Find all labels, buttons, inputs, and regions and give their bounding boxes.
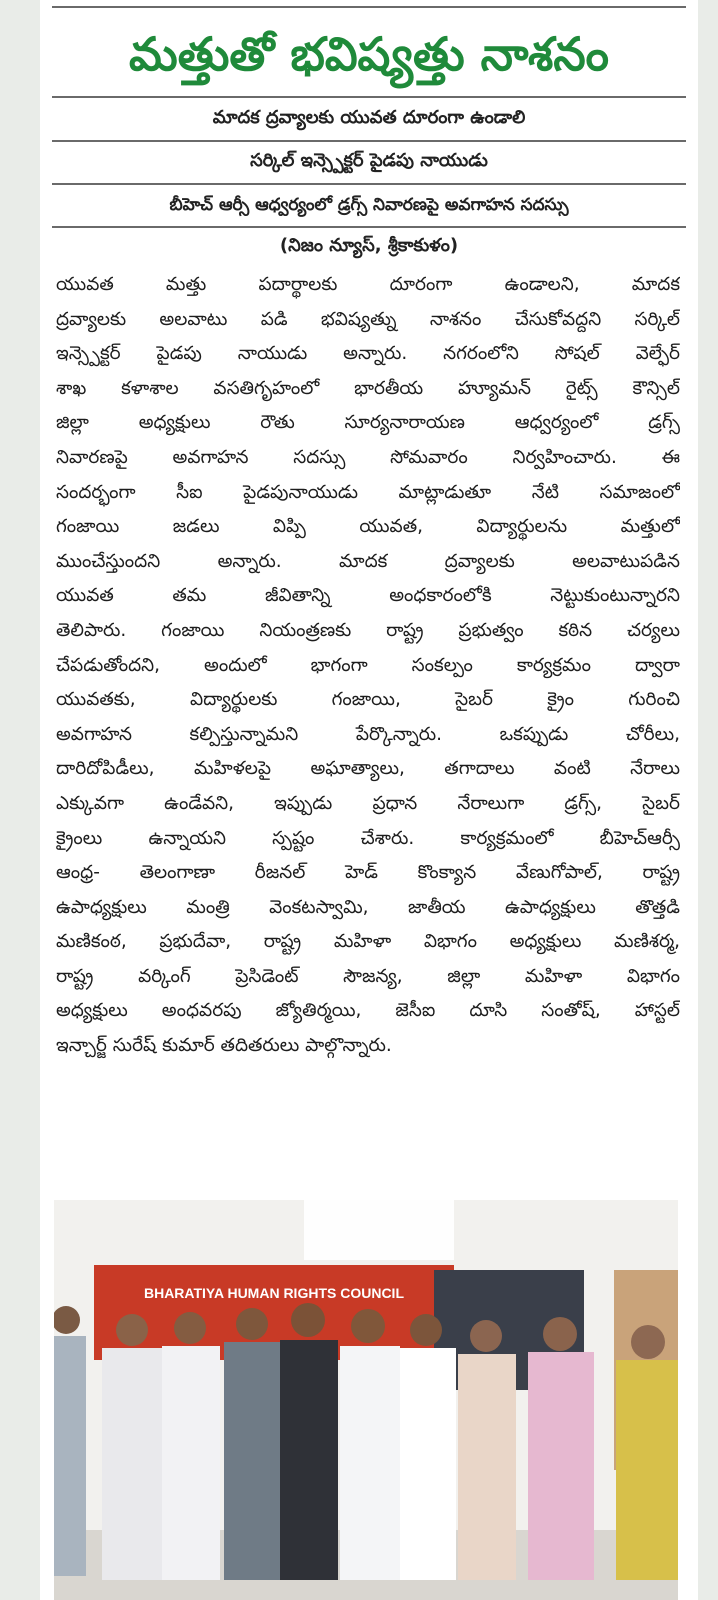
article-line: తెలిపారు. గంజాయి నియంత్రణకు రాష్ట్ర ప్రభుత్వం కఠిన చర్యలు bbox=[56, 619, 680, 641]
person bbox=[400, 1314, 456, 1580]
article-line: రాష్ట్ర వర్కింగ్ ప్రెసిడెంట్ సౌజన్య, జిల్లా మహిళా విభాగం bbox=[56, 965, 680, 987]
article-line: ద్రవ్యాలకు అలవాటు పడి భవిష్యత్ను నాశనం చేసుకోవద్దని సర్కిల్ bbox=[56, 308, 680, 330]
article-line: ఎక్కువగా ఉండేవని, ఇప్పుడు ప్రధాన నేరాలుగా డ్రగ్స్, సైబర్ bbox=[56, 792, 680, 814]
event-photo bbox=[54, 1200, 678, 1600]
article-line: ఇన్చార్జ్ సురేష్ కుమార్ తదితరులు పాల్గొన్నారు. bbox=[56, 1035, 392, 1057]
person bbox=[280, 1303, 338, 1580]
photo-window-light bbox=[304, 1200, 454, 1260]
article-line: చేపడుతోందని, అందులో భాగంగా సంకల్పం కార్యక్రమం ద్వారా bbox=[56, 654, 680, 676]
article-line: యువత మత్తు పదార్థాలకు దూరంగా ఉండాలని, మాదక bbox=[56, 274, 680, 295]
article-line: ఆంధ్ర- తెలంగాణా రీజనల్ హెడ్ కొంక్యాన వేణుగోపాల్, రాష్ట్ర bbox=[56, 862, 680, 884]
person bbox=[162, 1312, 220, 1580]
person bbox=[616, 1325, 678, 1580]
article-line: ముంచేస్తుందని అన్నారు. మాదక ద్రవ్యాలకు అలవాటుపడిన bbox=[56, 550, 680, 572]
article-line: జిల్లా అధ్యక్షులు రౌతు సూర్యనారాయణ ఆధ్వర్యంలో డ్రగ్స్ bbox=[56, 412, 680, 434]
article-line: నివారణపై అవగాహన సదస్సు సోమవారం నిర్వహించారు. ఈ bbox=[56, 446, 680, 468]
person bbox=[102, 1314, 164, 1580]
article-line: సందర్భంగా సీఐ పైడపునాయుడు మాట్లాడుతూ నేటి సమాజంలో bbox=[56, 481, 680, 503]
subheading-rule-3 bbox=[52, 226, 686, 228]
newspaper-clipping bbox=[40, 0, 698, 1600]
article-line: ఇన్స్పెక్టర్ పైడపు నాయుడు అన్నారు. నగరంలోని సోషల్ వెల్ఫేర్ bbox=[56, 343, 680, 365]
article-line: క్రైంలు ఉన్నాయని స్పష్టం చేశారు. కార్యక్రమంలో బీహెచ్ఆర్సీ bbox=[56, 827, 680, 849]
article-line: మణికంఠ, ప్రభుదేవా, రాష్ట్ర మహిళా విభాగం అధ్యక్షులు మణిశర్మ, bbox=[56, 931, 680, 953]
person bbox=[528, 1317, 594, 1580]
top-rule bbox=[52, 6, 686, 8]
subheading-rule-2 bbox=[52, 183, 686, 185]
person bbox=[54, 1306, 86, 1576]
subheading-rule-1 bbox=[52, 140, 686, 142]
article-line: అధ్యక్షులు అంధవరపు జ్యోతిర్మయి, జెసీఐ దూసి సంతోష్, హాస్టల్ bbox=[56, 1000, 680, 1022]
article-line: అవగాహన కల్పిస్తున్నామని పేర్కొన్నారు. ఒకప్పుడు చోరీలు, bbox=[56, 723, 680, 745]
dateline: (నిజం న్యూస్, శ్రీకాకుళం) bbox=[279, 235, 459, 256]
headline: మత్తుతో భవిష్యత్తు నాశనం bbox=[129, 27, 609, 81]
article-line: గంజాయి జడలు విప్పి యువత, విద్యార్థులను మత్తులో bbox=[56, 516, 680, 538]
article-line: ఉపాధ్యక్షులు మంత్రి వెంకటస్వామి, జాతీయ ఉపాధ్యక్షులు తొత్తడి bbox=[56, 896, 680, 918]
article-body bbox=[56, 268, 680, 1064]
group-photo-illustration bbox=[54, 1200, 678, 1600]
person bbox=[340, 1309, 400, 1580]
person bbox=[458, 1320, 516, 1580]
person bbox=[224, 1308, 280, 1580]
subheading-3: బీహెచ్ ఆర్సీ ఆధ్వర్యంలో డ్రగ్స్ నివారణపై అవగాహన సదస్సు bbox=[169, 195, 569, 215]
headline-rule bbox=[52, 96, 686, 98]
article-line: యువత తమ జీవితాన్ని అంధకారంలోకి నెట్టుకుంటున్నారని bbox=[56, 585, 680, 607]
subheading-1: మాదక ద్రవ్యాలకు యువత దూరంగా ఉండాలి bbox=[212, 107, 526, 128]
article-line: యువతకు, విద్యార్థులకు గంజాయి, సైబర్ క్రైం గురించి bbox=[56, 689, 680, 711]
article-line: దారిదోపిడీలు, మహిళలపై అఘాత్యాలు, తగాదాలు వంటి నేరాలు bbox=[56, 758, 680, 780]
subheading-2: సర్కిల్ ఇన్స్పెక్టర్ పైడపు నాయుడు bbox=[250, 150, 488, 171]
article-line: శాఖ కళాశాల వసతిగృహంలో భారతీయ హ్యూమన్ రైట్స్ కౌన్సిల్ bbox=[56, 377, 680, 399]
banner-text: BHARATIYA HUMAN RIGHTS COUNCIL bbox=[143, 1285, 405, 1301]
